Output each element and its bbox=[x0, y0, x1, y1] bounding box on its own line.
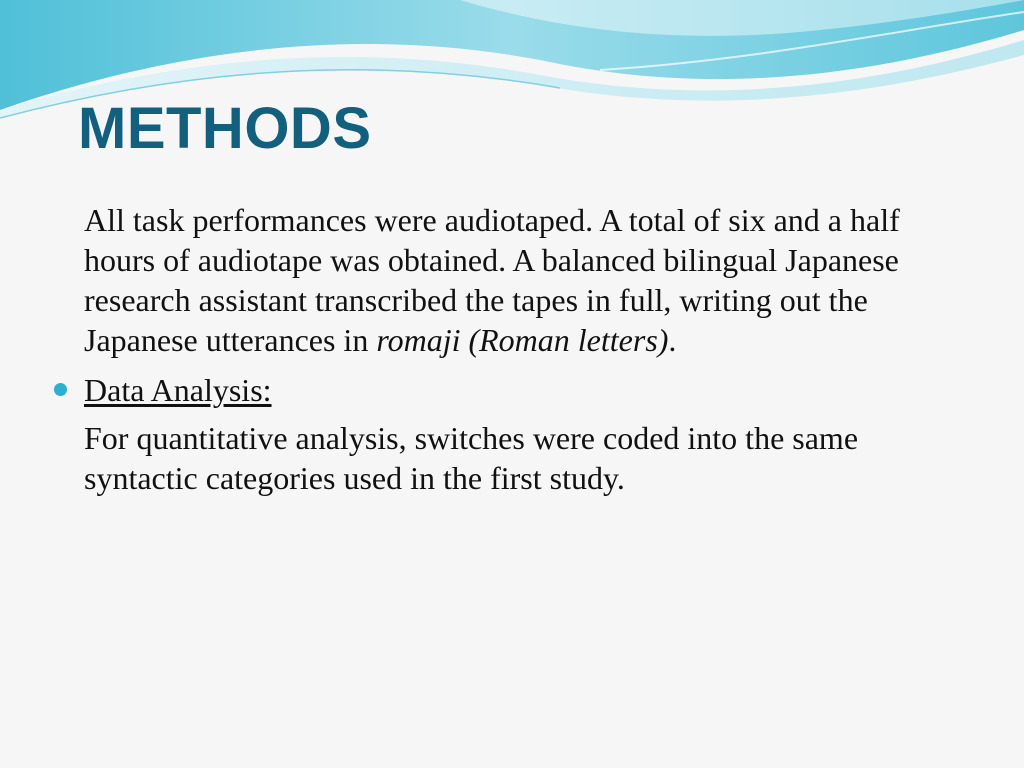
slide-body bbox=[84, 200, 964, 498]
paragraph-audiotape-text: All task performances were audiotaped. A total of six and a half hours of audiotape was obtained. A balanced bilingual Japanese research assistant transcribed the tapes in full, writing out the Japanese utterances in bbox=[84, 202, 900, 358]
paragraph-audiotape-end: . bbox=[668, 322, 677, 358]
paragraph-quantitative: For quantitative analysis, switches were coded into the same syntactic categories used in the first study. bbox=[84, 420, 859, 496]
bullet-dot-icon bbox=[54, 383, 67, 396]
bullet-data-analysis bbox=[84, 370, 964, 410]
paragraph-audiotape bbox=[84, 200, 964, 360]
paragraph-audiotape-italic: romaji (Roman letters) bbox=[376, 322, 669, 358]
slide-title: METHODS bbox=[78, 96, 372, 161]
bullet-label: Data Analysis: bbox=[84, 372, 272, 408]
